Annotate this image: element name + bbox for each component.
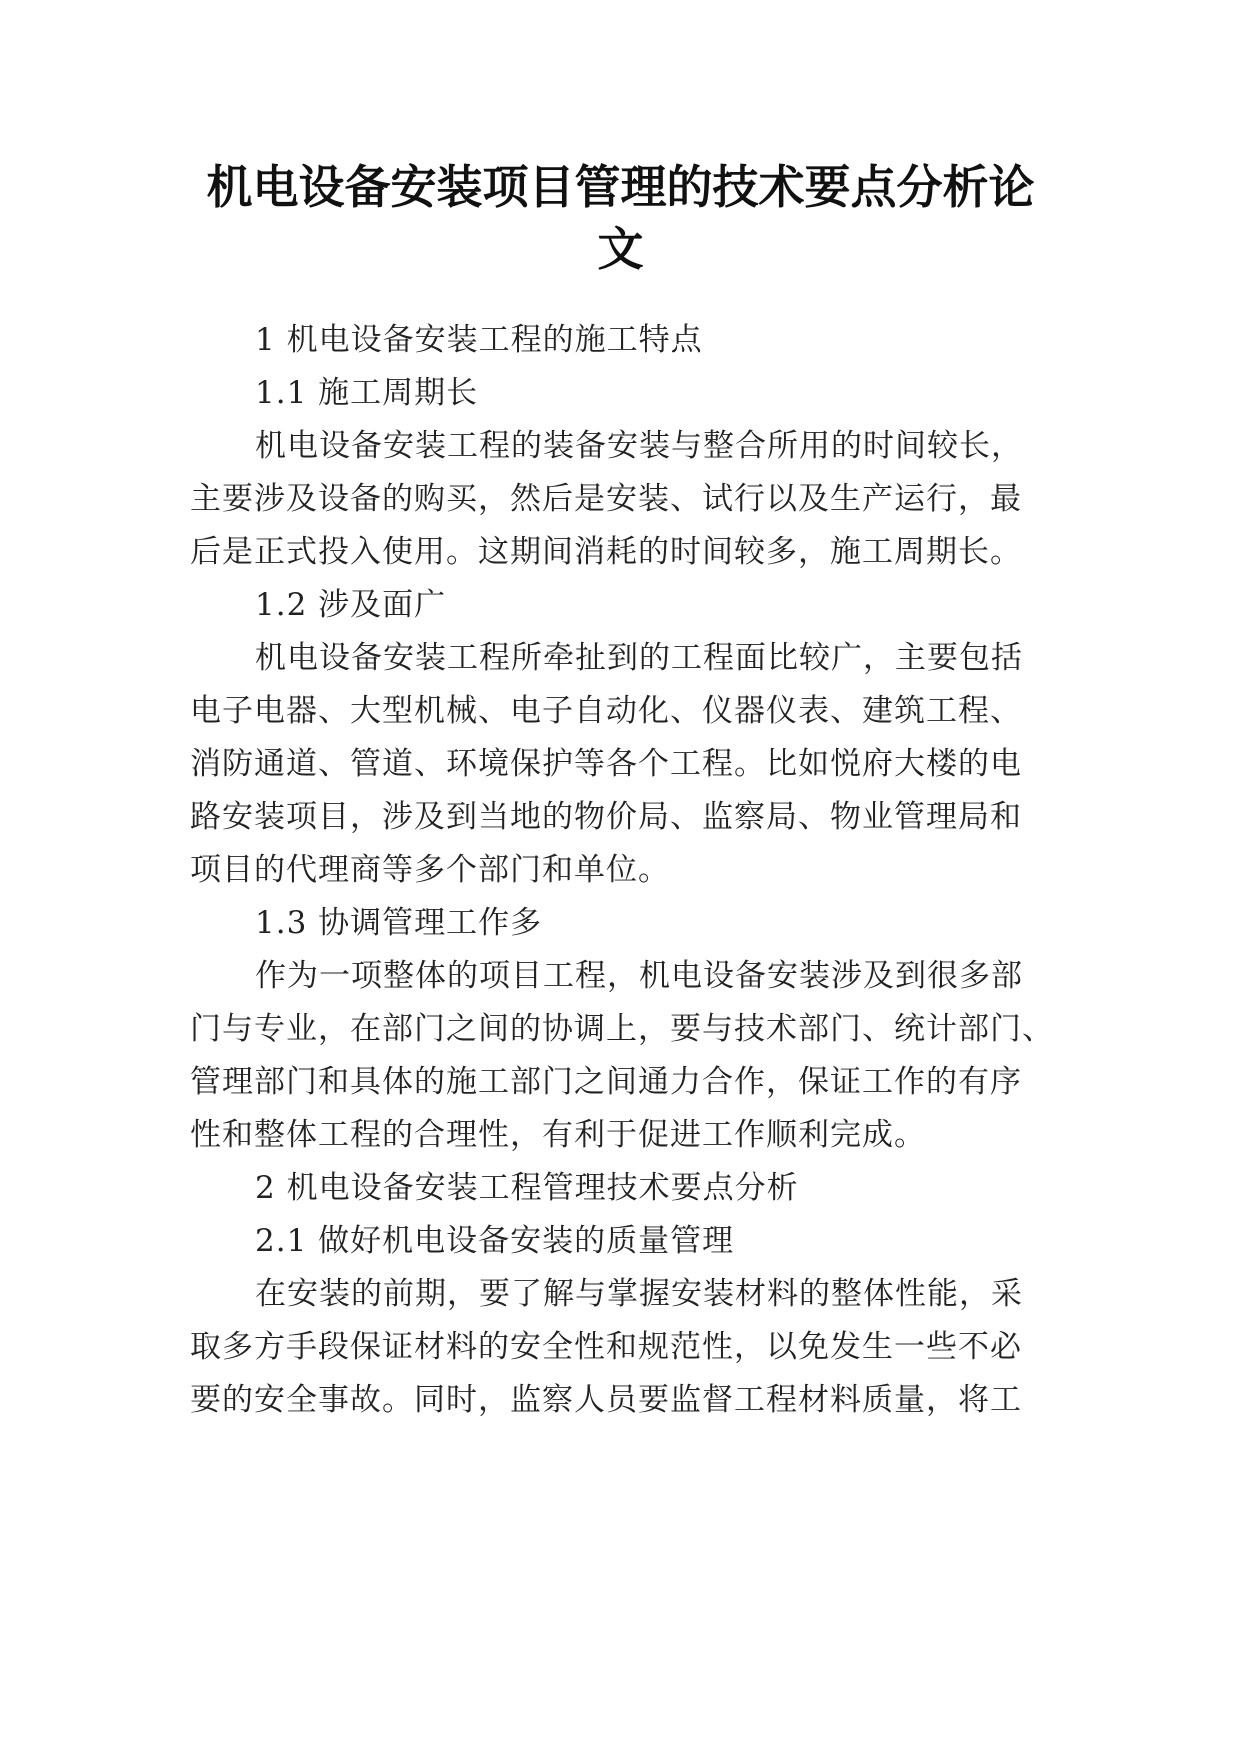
paragraph-line: 管理部门和具体的施工部门之间通力合作，保证工作的有序	[190, 1064, 1022, 1100]
paragraph-line: 电子电器、大型机械、电子自动化、仪器仪表、建筑工程、	[190, 693, 1022, 729]
paragraph-line: 要的安全事故。同时，监察人员要监督工程材料质量，将工	[190, 1382, 1022, 1418]
paragraph-line: 作为一项整体的项目工程，机电设备安装涉及到很多部	[255, 958, 1023, 994]
paragraph-line: 在安装的前期，要了解与掌握安装材料的整体性能，采	[255, 1276, 1023, 1312]
subsection-heading-1-1: 1.1 施工周期长	[255, 375, 479, 411]
paragraph-line: 后是正式投入使用。这期间消耗的时间较多，施工周期长。	[190, 534, 1022, 570]
subsection-heading-1-3: 1.3 协调管理工作多	[255, 905, 543, 941]
subsection-heading-1-2: 1.2 涉及面广	[255, 587, 447, 623]
paragraph-line: 项目的代理商等多个部门和单位。	[190, 852, 670, 888]
paragraph-line: 机电设备安装工程所牵扯到的工程面比较广，主要包括	[255, 640, 1023, 676]
paragraph-line: 消防通道、管道、环境保护等各个工程。比如悦府大楼的电	[190, 746, 1022, 782]
section-heading-2: 2 机电设备安装工程管理技术要点分析	[255, 1170, 799, 1206]
document-title-line-1: 机电设备安装项目管理的技术要点分析论	[206, 160, 1035, 214]
paragraph-line: 路安装项目，涉及到当地的物价局、监察局、物业管理局和	[190, 799, 1022, 835]
paragraph-line: 机电设备安装工程的装备安装与整合所用的时间较长，	[255, 428, 1023, 464]
subsection-heading-2-1: 2.1 做好机电设备安装的质量管理	[255, 1223, 735, 1259]
paragraph-line: 性和整体工程的合理性，有利于促进工作顺利完成。	[190, 1117, 926, 1153]
paragraph-line: 门与专业，在部门之间的协调上，要与技术部门、统计部门、	[190, 1011, 1054, 1047]
paragraph-line: 取多方手段保证材料的安全性和规范性，以免发生一些不必	[190, 1329, 1022, 1365]
document-title-line-2: 文	[597, 222, 644, 276]
paragraph-line: 主要涉及设备的购买，然后是安装、试行以及生产运行，最	[190, 481, 1022, 517]
section-heading-1: 1 机电设备安装工程的施工特点	[255, 322, 703, 358]
